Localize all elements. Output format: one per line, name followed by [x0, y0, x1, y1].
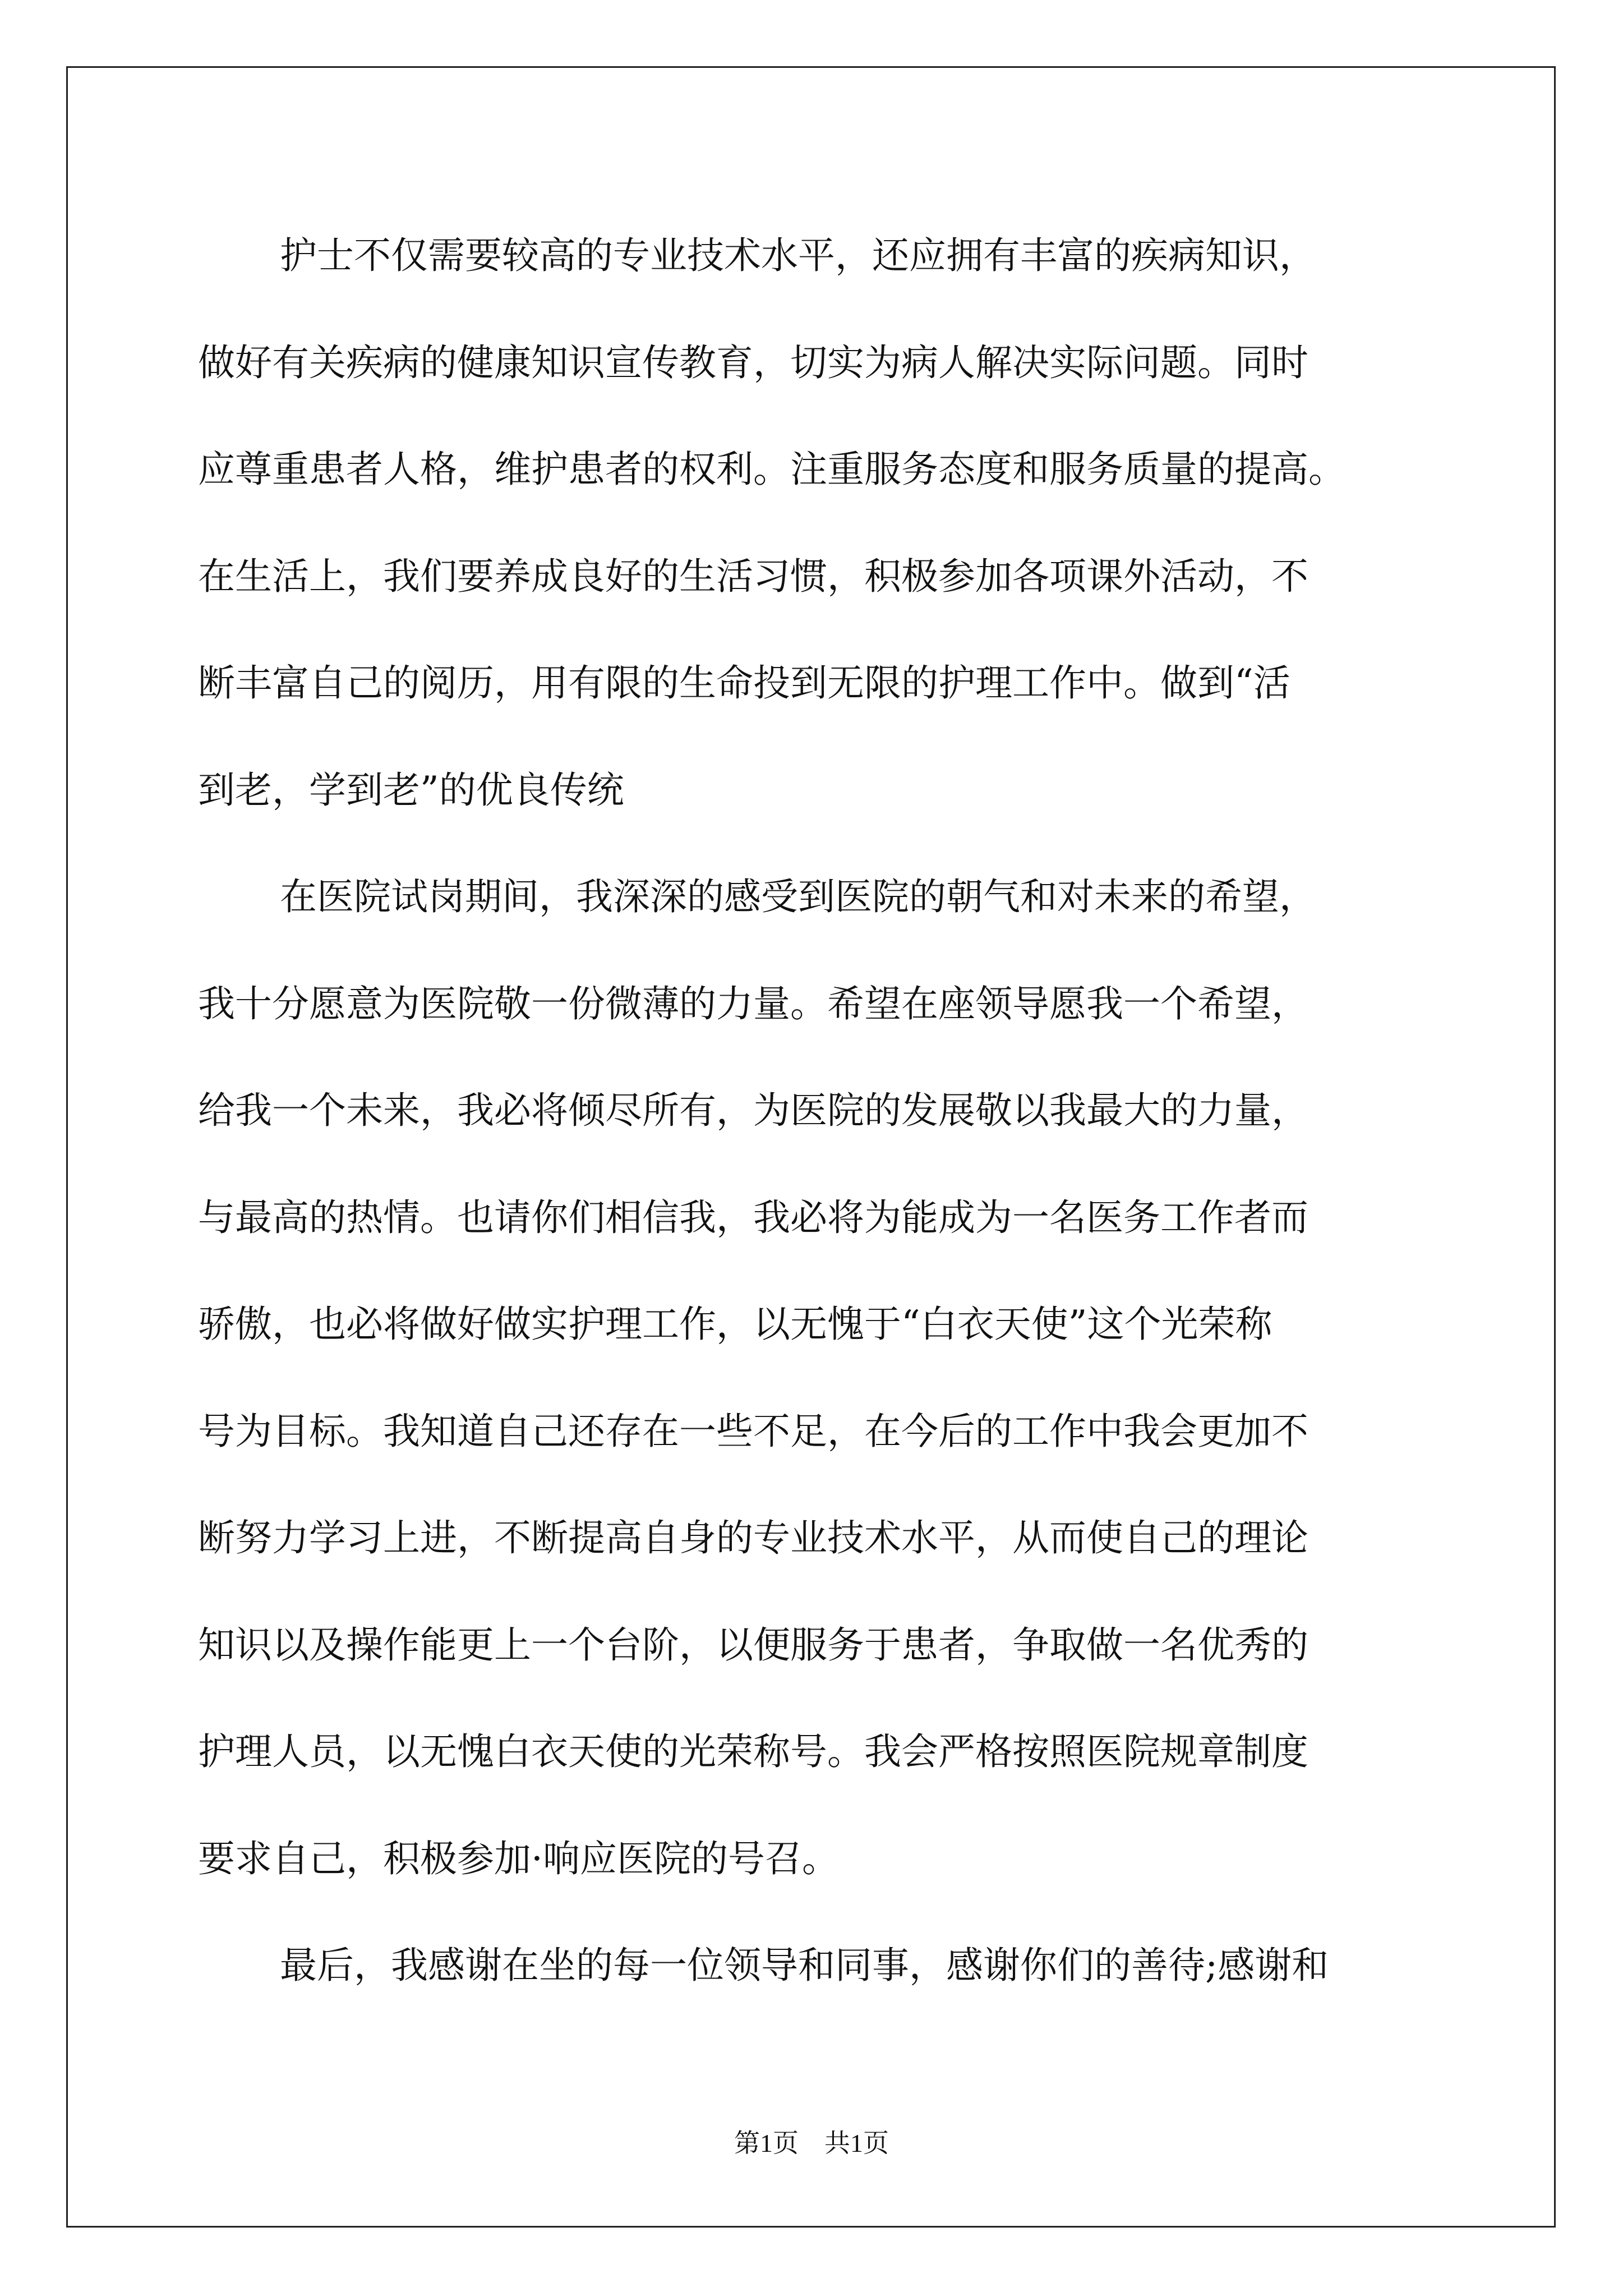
paragraph-2-line-5: 骄傲，也必将做好做实护理工作，以无愧于“白衣天使”这个光荣称 [198, 1303, 1272, 1346]
paragraph-1-line-3: 应尊重患者人格，维护患者的权利。注重服务态度和服务质量的提高。 [198, 448, 1345, 491]
paragraph-2-line-8: 知识以及操作能更上一个台阶，以便服务于患者，争取做一名优秀的 [198, 1623, 1308, 1667]
paragraph-2-line-10: 要求自己，积极参加·响应医院的号召。 [198, 1837, 839, 1880]
paragraph-3-line-1: 最后，我感谢在坐的每一位领导和同事，感谢你们的善待;感谢和 [280, 1944, 1329, 1987]
page-number-footer: 第1页 共1页 [734, 2129, 889, 2157]
paragraph-2-line-1: 在医院试岗期间，我深深的感受到医院的朝气和对未来的希望， [280, 875, 1316, 918]
paragraph-1-line-6: 到老，学到老”的优良传统 [198, 768, 624, 812]
paragraph-2-line-4: 与最高的热情。也请你们相信我，我必将为能成为一名医务工作者而 [198, 1195, 1308, 1239]
paragraph-2-line-2: 我十分愿意为医院敬一份微薄的力量。希望在座领导愿我一个希望， [198, 982, 1308, 1025]
paragraph-2-line-7: 断努力学习上进，不断提高自身的专业技术水平，从而使自己的理论 [198, 1516, 1308, 1559]
paragraph-1-line-4: 在生活上，我们要养成良好的生活习惯，积极参加各项课外活动，不 [198, 554, 1308, 598]
paragraph-1-line-2: 做好有关疾病的健康知识宣传教育，切实为病人解决实际问题。同时 [198, 341, 1308, 384]
paragraph-2-line-9: 护理人员，以无愧白衣天使的光荣称号。我会严格按照医院规章制度 [198, 1730, 1308, 1773]
paragraph-2-line-6: 号为目标。我知道自己还存在一些不足，在今后的工作中我会更加不 [198, 1409, 1308, 1453]
document-body [198, 203, 1437, 2019]
paragraph-1-line-1: 护士不仅需要较高的专业技术水平，还应拥有丰富的疾病知识， [280, 234, 1316, 277]
paragraph-2-line-3: 给我一个未来，我必将倾尽所有，为医院的发展敬以我最大的力量， [198, 1089, 1308, 1132]
paragraph-1-line-5: 断丰富自己的阅历，用有限的生命投到无限的护理工作中。做到“活 [198, 661, 1290, 705]
